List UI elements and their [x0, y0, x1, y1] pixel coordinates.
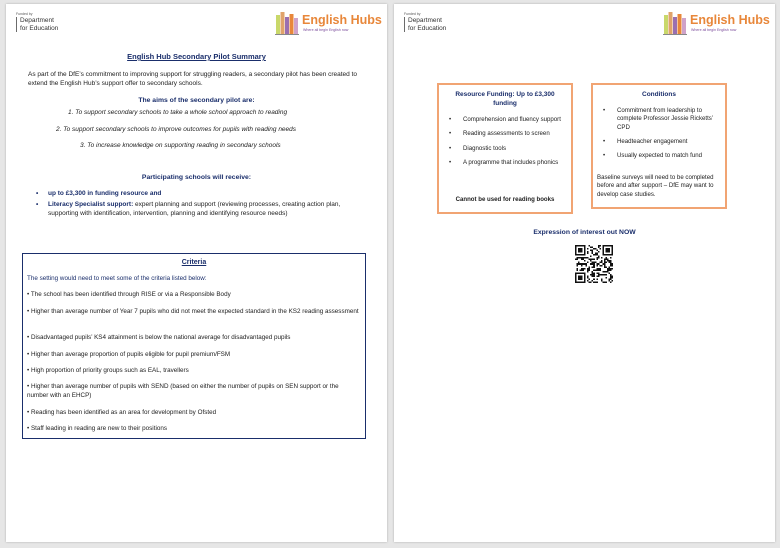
intro-paragraph: As part of the DfE’s commitment to improving support for struggling readers, a secondary pilot has been created to extend the English Hub’s support offer to secondary schools.	[28, 71, 358, 87]
receive-item-bold: up to £3,300 in funding resource and	[48, 190, 162, 197]
hubs-tagline: Where all begin English now	[303, 28, 349, 32]
criteria-title: Criteria	[181, 259, 207, 266]
aim-item: 1. To support secondary schools to take a whole school approach to reading	[68, 109, 288, 116]
conditions-item: • Commitment from leadership to complete Professor Jessie Ricketts’ CPD	[603, 107, 719, 132]
criteria-item: • Higher than average number of Year 7 pupils who did not meet the expected standard in the KS2 reading assessment	[27, 308, 359, 315]
dfe-crest: Funded by	[404, 12, 421, 16]
document-page-2	[394, 4, 775, 542]
receive-heading: Participating schools will receive:	[141, 174, 252, 181]
page-title: English Hub Secondary Pilot Summary	[127, 52, 266, 61]
receive-item	[36, 190, 365, 199]
dfe-crest: Funded by	[16, 12, 33, 16]
criteria-item: • The school has been identified through RISE or via a Responsible Body	[27, 291, 231, 298]
criteria-intro: The setting would need to meet some of the criteria listed below:	[27, 275, 207, 282]
hubs-tagline: Where all begin English now	[691, 28, 737, 32]
criteria-item: • Reading has been identified as an area for development by Ofsted	[27, 409, 217, 416]
document-page-1	[6, 4, 387, 542]
funding-box	[437, 83, 573, 214]
conditions-box	[591, 83, 727, 209]
aims-heading: The aims of the secondary pilot are:	[138, 97, 255, 104]
funding-item: • Reading assessments to screen	[449, 130, 565, 138]
english-hubs-logo	[275, 11, 382, 35]
books-icon	[275, 11, 299, 35]
criteria-item: • Staff leading in reading are new to their positions	[27, 425, 168, 432]
conditions-title: Conditions	[642, 91, 676, 98]
expression-of-interest-heading: Expression of interest out NOW	[533, 229, 636, 236]
criteria-item: • High proportion of priority groups such as EAL, travellers	[27, 367, 189, 374]
conditions-list	[603, 107, 719, 166]
criteria-item: • Higher than average proportion of pupils eligible for pupil premium/FSM	[27, 351, 231, 358]
english-hubs-logo	[663, 11, 770, 35]
dfe-name-line1: Department	[408, 17, 442, 24]
dfe-logo	[404, 12, 446, 32]
qr-code-icon[interactable]	[575, 245, 613, 283]
criteria-item: • Higher than average number of pupils with SEND (based on either the number of pupils on SEN support or the number with an EHCP)	[27, 383, 339, 399]
funding-title: Resource Funding: Up to £3,300 funding	[455, 91, 555, 107]
receive-item-text: expert planning and support (reviewing processes, creating action plan, supporting with identification, intervention, planning and identifying resource needs)	[48, 200, 341, 217]
funding-item: • Diagnostic tools	[449, 145, 565, 153]
dfe-name-line2: for Education	[408, 24, 447, 32]
hubs-title: English Hubs	[302, 13, 382, 27]
funding-item: • A programme that includes phonics	[449, 159, 565, 167]
criteria-box	[22, 253, 366, 439]
funding-list	[449, 116, 565, 173]
funding-note: Cannot be used for reading books	[455, 196, 555, 203]
hubs-title: English Hubs	[690, 13, 770, 27]
conditions-note: Baseline surveys will need to be completed before and after support – DfE may want to develop case studies.	[597, 174, 714, 198]
aim-item: 3. To increase knowledge on supporting reading in secondary schools	[80, 142, 281, 149]
aim-item: 2. To support secondary schools to improve outcomes for pupils with reading needs	[56, 126, 297, 133]
criteria-item: • Disadvantaged pupils’ KS4 attainment is below the national average for disadvantaged pupils	[27, 334, 291, 341]
receive-item-bold: Literacy Specialist support:	[48, 200, 134, 208]
receive-item	[36, 201, 365, 219]
books-icon	[663, 11, 687, 35]
dfe-name-line1: Department	[20, 17, 54, 24]
conditions-item: • Usually expected to match fund	[603, 152, 719, 160]
dfe-name-line2: for Education	[20, 24, 59, 32]
receive-list	[36, 190, 365, 220]
dfe-logo	[16, 12, 58, 32]
funding-item: • Comprehension and fluency support	[449, 116, 565, 124]
conditions-item: • Headteacher engagement	[603, 138, 719, 146]
